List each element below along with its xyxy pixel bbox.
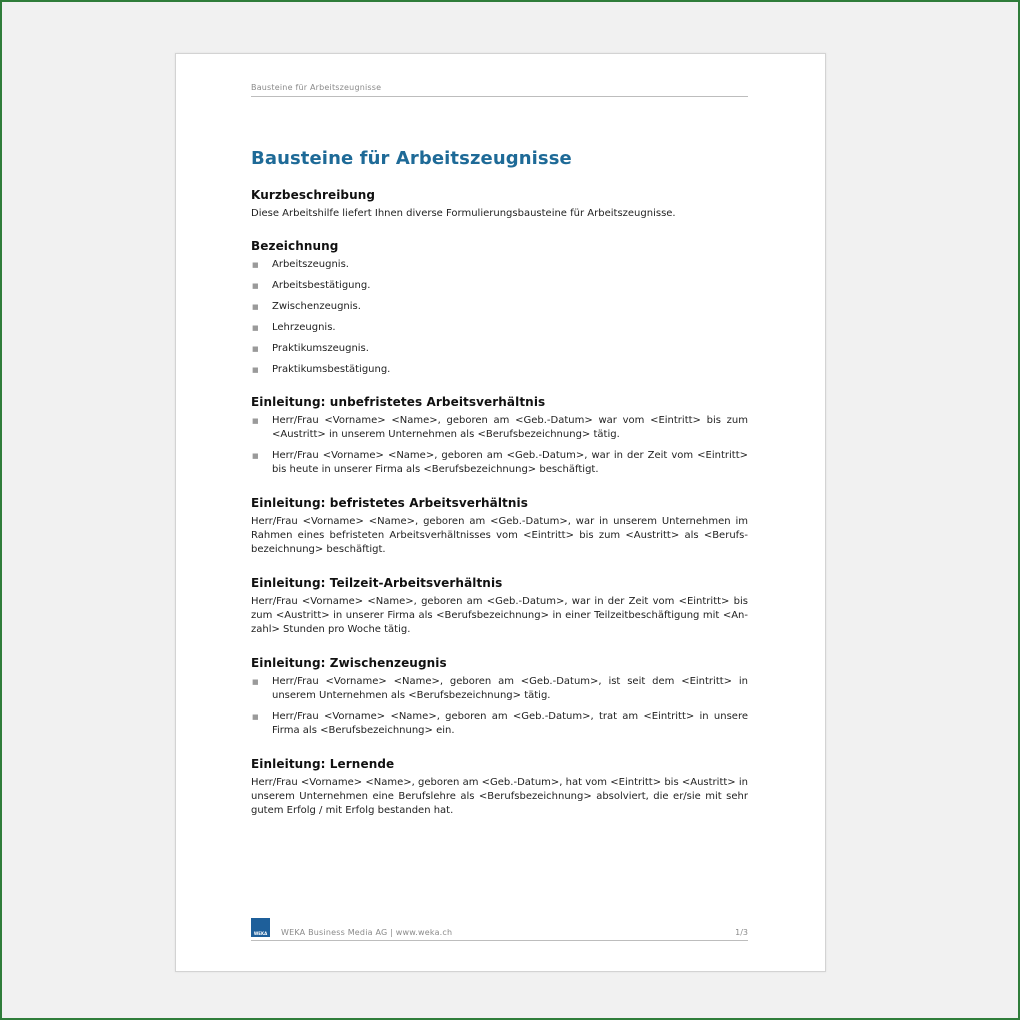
running-header: Bausteine für Arbeitszeugnisse: [251, 83, 748, 97]
list-item: ■ Herr/Frau <Vorname> <Name>, geboren am <Geb.-Datum>, war in der Zeit vom <Eintritt> bis heute in unserer Firma als <Berufsbezeichnung> beschäftigt.: [252, 450, 748, 475]
zwischen-list: [251, 675, 748, 738]
square-bullet-icon: ■: [252, 324, 259, 332]
section-zwischenzeugnis: [251, 656, 748, 738]
list-item: ■ Herr/Frau <Vorname> <Name>, geboren am <Geb.-Datum> war vom <Eintritt> bis zum <Austritt> in unserem Unternehmen als <Berufsbezeichnung> tätig.: [252, 415, 748, 440]
section-lernende: [251, 757, 748, 818]
document-body: [251, 188, 748, 837]
square-bullet-icon: ■: [252, 345, 259, 353]
section-text: Herr/Frau <Vorname> <Name>, geboren am <Geb.-Datum>, war in unserem Unternehmen im Rahmen eines befristeten Arbeitsverhältnisses vom <Eintritt> bis zum <Austritt> als <Berufs-bezeichnung> beschäftigt.: [251, 516, 748, 555]
section-teilzeit: [251, 576, 748, 637]
square-bullet-icon: ■: [252, 678, 259, 686]
list-item: ■ Lehrzeugnis.: [252, 322, 336, 333]
section-heading: Einleitung: Lernende: [251, 757, 395, 771]
list-item: ■ Praktikumsbestätigung.: [252, 364, 391, 375]
list-item: ■ Herr/Frau <Vorname> <Name>, geboren am <Geb.-Datum>, ist seit dem <Eintritt> in unserem Unternehmen als <Berufsbezeichnung> tätig.: [252, 676, 748, 701]
square-bullet-icon: ■: [252, 282, 259, 290]
page-footer: [251, 916, 748, 941]
square-bullet-icon: ■: [252, 452, 259, 460]
square-bullet-icon: ■: [252, 417, 259, 425]
section-text: Herr/Frau <Vorname> <Name>, geboren am <Geb.-Datum>, hat vom <Eintritt> bis <Austritt> in unserem Unternehmen eine Berufslehre als <Berufsbezeichnung> absolviert, die er/sie mit sehr gutem Erfolg / mit Erfolg bestanden hat.: [251, 777, 748, 816]
section-heading: Bezeichnung: [251, 239, 339, 253]
square-bullet-icon: ■: [252, 366, 259, 374]
section-text: Diese Arbeitshilfe liefert Ihnen diverse Formulierungsbausteine für Arbeitszeugnisse.: [251, 208, 676, 219]
document-page: [175, 53, 826, 972]
weka-logo: WEKA: [251, 918, 270, 937]
section-unbefristet: [251, 395, 748, 477]
document-title: Bausteine für Arbeitszeugnisse: [251, 148, 572, 169]
page-number: 1/3: [735, 928, 748, 937]
bezeichnung-list: [251, 258, 748, 377]
list-item: ■ Arbeitszeugnis.: [252, 259, 349, 270]
square-bullet-icon: ■: [252, 261, 259, 269]
square-bullet-icon: ■: [252, 303, 259, 311]
section-heading: Einleitung: befristetes Arbeitsverhältnis: [251, 496, 528, 510]
section-kurzbeschreibung: [251, 188, 748, 221]
section-befristet: [251, 496, 748, 557]
section-heading: Einleitung: Zwischenzeugnis: [251, 656, 447, 670]
section-heading: Einleitung: unbefristetes Arbeitsverhältnis: [251, 395, 546, 409]
section-heading: Einleitung: Teilzeit-Arbeitsverhältnis: [251, 576, 503, 590]
section-bezeichnung: [251, 239, 748, 377]
square-bullet-icon: ■: [252, 713, 259, 721]
section-text: Herr/Frau <Vorname> <Name>, geboren am <Geb.-Datum>, war in der Zeit vom <Eintritt> bis zum <Austritt> in unserer Firma als <Berufsbezeichnung> in einer Teilzeitbeschäftigung mit <An-zahl> Stunden pro Woche tätig.: [251, 596, 748, 635]
list-item: ■ Zwischenzeugnis.: [252, 301, 361, 312]
unbefristet-list: [251, 414, 748, 477]
list-item: ■ Herr/Frau <Vorname> <Name>, geboren am <Geb.-Datum>, trat am <Eintritt> in unsere Firma als <Berufsbezeichnung> ein.: [252, 711, 748, 736]
list-item: ■ Praktikumszeugnis.: [252, 343, 369, 354]
section-heading: Kurzbeschreibung: [251, 188, 376, 202]
publisher-text: WEKA Business Media AG | www.weka.ch: [281, 928, 453, 937]
list-item: ■ Arbeitsbestätigung.: [252, 280, 371, 291]
